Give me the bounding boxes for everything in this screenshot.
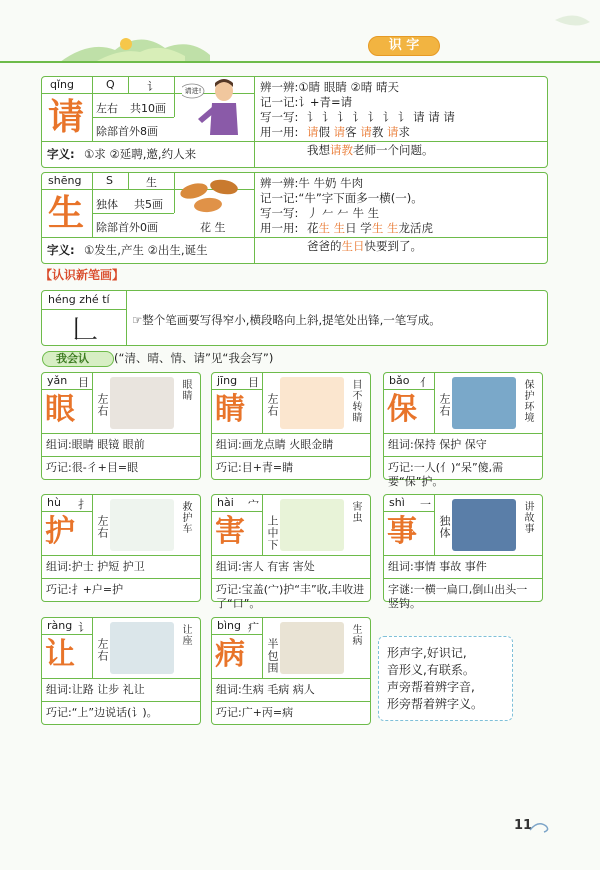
structure: 左右 [438,393,451,417]
side-caption: 保护环境 [522,379,533,423]
pinyin: qǐng [50,78,74,91]
zuci: 组词:保持 保护 保守 [388,438,487,451]
bianyibian: 辨一辨:①睛 眼睛 ②晴 晴天 [260,80,399,94]
tip-line-1: 形声字,好识记, [387,646,467,660]
card-illustration [280,499,344,551]
bianyibian: 辨一辨:牛 牛奶 牛肉 [260,176,364,190]
structure: 左右 [96,102,118,115]
zuci: 组词:眼睛 眼镜 眼前 [46,438,145,451]
jiyiji: 记一记:“牛”字下面多一横(一)。 [260,191,423,205]
main-character: 护 [45,514,75,549]
pinyin: shì [389,496,405,509]
zuci: 组词:护士 护短 护卫 [46,560,145,573]
small-char-card [41,494,201,602]
pinyin: jīng [217,374,238,387]
wohuiren-note: (“清、晴、情、请”见“我会写”) [114,351,274,365]
tip-line-3: 声旁帮着辨字音, [387,680,475,694]
card-illustration [110,377,174,429]
qiaoji: 巧记:目+青=睛 [216,461,294,474]
small-char-card [383,494,543,610]
stroke-pinyin: héng zhé tí [48,293,110,306]
small-char-card [211,372,371,480]
new-stroke-box [41,290,548,346]
use-words: 请假 请客 请教 请求 [307,125,410,139]
qiaoji: 巧记:扌+户=护 [46,583,124,596]
pinyin: ràng [47,619,73,632]
radical: 生 [146,176,157,189]
xieyixie-label: 写一写: [260,110,299,124]
use-word-1-rest: 假 [318,125,334,139]
initial-letter: Q [106,78,115,91]
card-illustration [280,622,344,674]
illustration-caption: 花 生 [200,221,226,234]
peanut-illustration [178,177,252,235]
main-character: 让 [45,637,75,672]
extra-strokes: 除部首外0画 [96,221,158,234]
radical: 一 [420,498,431,511]
side-caption: 讲故事 [522,501,533,534]
radical: 宀 [248,498,259,511]
qiaoji: 巧记:很-彳+目=眼 [46,461,139,474]
header-banner [0,0,600,70]
pinyin: hài [217,496,234,509]
tip-line-4: 形旁帮着辨字义。 [387,697,484,711]
qiaoji: 巧记:“上”边说话(讠)。 [46,706,158,719]
radical: 疒 [248,621,259,634]
pinyin: bǎo [389,374,410,387]
meaning: ①求 ②延聘,邀,约人来 [84,147,197,161]
structure: 左右 [96,393,109,417]
card-illustration [280,377,344,429]
side-caption: 生病 [350,624,361,646]
qiaoji: 巧记:广+丙=病 [216,706,294,719]
card-illustration [452,499,516,551]
page-number: 11 [514,818,533,833]
stroke-sequence: 丿 𠂉 𠂉 牛 生 [307,206,380,220]
radical: 讠 [78,621,89,634]
use-words: 花生 生日 学生 生龙活虎 [307,221,433,235]
card-illustration [452,377,516,429]
card-illustration [110,499,174,551]
zuci: 组词:事情 事故 事件 [388,560,487,573]
zuci: 组词:生病 毛病 病人 [216,683,315,696]
structure: 上中下 [266,515,279,551]
main-character: 事 [387,514,417,549]
main-character: 眼 [45,392,75,427]
pinyin: bìng [217,619,241,632]
meaning-label: 字义: [47,243,75,257]
zuci: 组词:害人 有害 害处 [216,560,315,573]
qiaoji: 巧记:宝盖(宀)护“丰”收,丰收进了“口”。 [216,583,365,610]
extra-strokes: 除部首外8画 [96,125,158,138]
person-illustration [182,79,252,139]
wohuiren-title: 我会认 [56,352,89,365]
small-char-card [211,494,371,610]
structure: 半包围 [266,638,279,674]
radical: 目 [78,376,89,389]
structure: 左右 [96,515,109,539]
structure: 左右 [96,638,109,662]
main-character: 请 [48,96,85,138]
main-character: 保 [387,392,417,427]
use-sentence: 我想请教老师一个问题。 [307,143,434,157]
yongyiyong-label: 用一用: [260,125,299,139]
stroke-count: 共10画 [130,102,166,115]
stroke-sequence: 讠 讠 讠 讠 讠 讠 讠 请 请 请 [307,110,455,124]
stroke-count: 共5画 [134,198,163,211]
meaning-label: 字义: [47,147,75,161]
structure: 独体 [96,198,118,211]
main-character: 生 [48,192,85,234]
qiaoji: 巧记:一人(亻)“呆”傻,需要“保”护。 [388,461,504,488]
jiyiji: 记一记:讠+青=请 [260,95,353,109]
mountain-illustration [0,0,600,70]
stroke-description: ☞整个笔画要写得窄小,横段略向上斜,提笔处出锋,一笔写成。 [132,313,441,327]
main-character: 病 [215,637,245,672]
side-caption: 害虫 [350,501,361,523]
tip-line-2: 音形义,有联系。 [387,663,475,677]
pinyin: hù [47,496,61,509]
pinyin: yǎn [47,374,68,387]
small-char-card [211,617,371,725]
page-number-swirl [528,818,552,834]
radical: 讠 [147,80,158,93]
zuci: 组词:画龙点睛 火眼金睛 [216,438,334,451]
use-sentence: 爸爸的生日快要到了。 [307,239,422,253]
yongyiyong-label: 用一用: [260,221,299,235]
structure: 独体 [438,515,451,539]
side-caption: 让座 [180,624,191,646]
char-card-sheng [41,172,548,264]
char-card-qing [41,76,548,168]
qiaoji: 字谜:一横一扁口,倒山出头一竖钩。 [388,583,528,610]
new-stroke-heading: 【认识新笔画】 [40,268,125,282]
pinyin: shēng [48,174,82,187]
structure: 左右 [266,393,279,417]
tip-box [378,636,513,721]
card-illustration [110,622,174,674]
speech-bubble-text: 请进! [184,87,202,95]
radical: 扌 [78,498,89,511]
radical: 目 [248,376,259,389]
xieyixie-label: 写一写: [260,206,299,220]
stroke-glyph: 𠃊 [72,315,99,345]
meaning: ①发生,产生 ②出生,诞生 [84,243,208,257]
side-caption: 救护车 [180,501,191,534]
initial-letter: S [106,174,113,187]
main-character: 睛 [215,392,245,427]
small-char-card [41,372,201,480]
radical: 亻 [420,376,431,389]
section-title: 识 字 [388,38,420,53]
zuci: 组词:让路 让步 礼让 [46,683,145,696]
small-char-card [383,372,543,488]
side-caption: 眼睛 [180,379,191,401]
side-caption: 目不转睛 [350,379,361,423]
main-character: 害 [215,514,245,549]
small-char-card [41,617,201,725]
